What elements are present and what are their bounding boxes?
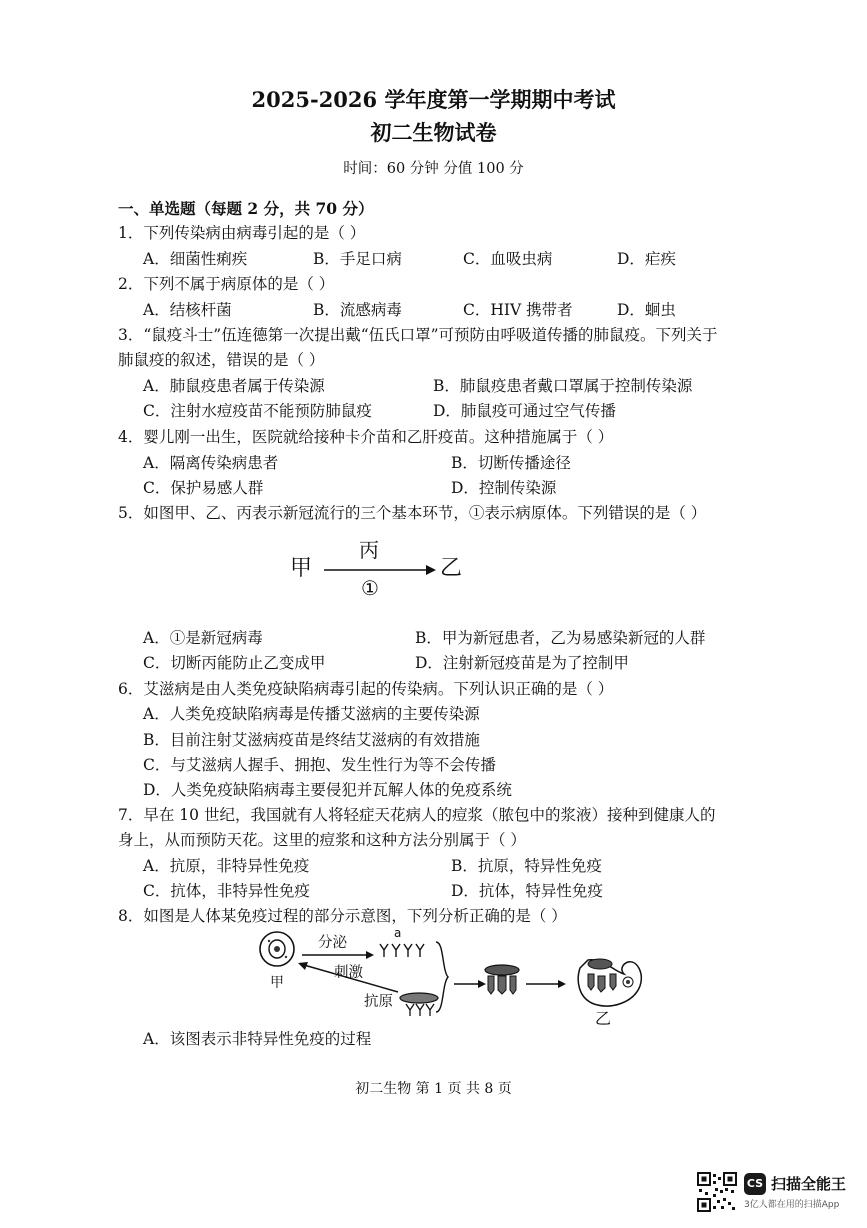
- qr-code-icon: [697, 1172, 737, 1212]
- question-stem: 4．婴儿刚一出生，医院就给接种卡介苗和乙肝疫苗。这种措施属于（ ）: [118, 428, 614, 446]
- cell-label: 甲: [270, 975, 284, 991]
- option-b: B．手足口病: [313, 250, 402, 268]
- brand-tagline: 3亿人都在用的扫描App: [744, 1200, 840, 1210]
- option-d: D．人类免疫缺陷病毒主要侵犯并瓦解人体的免疫系统: [143, 781, 512, 799]
- option-b: B．目前注射艾滋病疫苗是终结艾滋病的有效措施: [143, 731, 480, 749]
- phagocyte-icon: [572, 952, 644, 1008]
- antibody-label-a: a: [394, 926, 402, 940]
- arrow-right-icon: [524, 978, 568, 990]
- option-b: B．切断传播途径: [451, 454, 571, 472]
- option-c: C．与艾滋病人握手、拥抱、发生性行为等不会传播: [143, 756, 496, 774]
- question-stem: 1．下列传染病由病毒引起的是（ ）: [118, 224, 366, 242]
- option-d: D．蛔虫: [617, 301, 676, 319]
- diagram-label-right: 乙: [440, 556, 463, 581]
- option-c: C．切断丙能防止乙变成甲: [143, 654, 326, 672]
- diagram-label-top: 丙: [359, 538, 379, 562]
- option-c: C．抗体，非特异性免疫: [143, 882, 310, 900]
- option-d: D．抗体，特异性免疫: [451, 882, 603, 900]
- option-a: A．抗原，非特异性免疫: [143, 857, 310, 875]
- question-stem-cont: 肺鼠疫的叙述，错误的是（ ）: [118, 351, 325, 369]
- question-stem: 5．如图甲、乙、丙表示新冠流行的三个基本环节，①表示病原体。下列错误的是（ ）: [118, 504, 707, 522]
- antigen-label: 抗原: [364, 994, 393, 1010]
- option-b: B．甲为新冠患者，乙为易感染新冠的人群: [415, 629, 706, 647]
- option-a: A．该图表示非特异性免疫的过程: [143, 1030, 372, 1048]
- cs-logo-badge: CS: [744, 1173, 766, 1195]
- question-stem: 3．“鼠疫斗士”伍连德第一次提出戴“伍氏口罩”可预防由呼吸道传播的肺鼠疫。下列关于: [118, 326, 718, 344]
- option-a: A．肺鼠疫患者属于传染源: [143, 377, 325, 395]
- brace-icon: [434, 940, 450, 1014]
- section-heading: 一、单选题（每题 2 分，共 70 分）: [118, 199, 374, 218]
- page-footer: 初二生物 第 1 页 共 8 页: [355, 1081, 512, 1097]
- exam-info: 时间：60 分钟 分值 100 分: [343, 161, 524, 177]
- result-label: 乙: [595, 1009, 612, 1028]
- option-d: D．控制传染源: [451, 479, 557, 497]
- question-stem: 8．如图是人体某免疫过程的部分示意图，下列分析正确的是（ ）: [118, 907, 567, 925]
- question-stem: 2．下列不属于病原体的是（ ）: [118, 275, 335, 293]
- exam-subtitle: 初二生物试卷: [370, 120, 497, 145]
- option-d: D．疟疾: [617, 250, 676, 268]
- option-a: A．隔离传染病患者: [143, 454, 279, 472]
- arrow-right-icon: [320, 560, 440, 580]
- diagram-label-bottom: ①: [361, 576, 379, 600]
- option-c: C．注射水痘疫苗不能预防肺鼠疫: [143, 402, 372, 420]
- b-cell-icon: [258, 930, 298, 970]
- option-b: B．流感病毒: [313, 301, 402, 319]
- stimulate-label: 刺激: [334, 965, 363, 981]
- question-stem: 7．早在 10 世纪，我国就有人将轻症天花病人的痘浆（脓包中的浆液）接种到健康人的: [118, 806, 716, 824]
- option-c: C．血吸虫病: [463, 250, 553, 268]
- exam-title: 2025-2026 学年度第一学期期中考试: [251, 87, 616, 112]
- option-d: D．注射新冠疫苗是为了控制甲: [415, 654, 629, 672]
- question-stem-cont: 身上，从而预防天花。这里的痘浆和这种方法分别属于（ ）: [118, 831, 526, 849]
- arrow-left-icon: [294, 960, 404, 996]
- option-a: A．结核杆菌: [143, 301, 232, 319]
- option-d: D．肺鼠疫可通过空气传播: [433, 402, 616, 420]
- option-c: C．HIV 携带者: [463, 301, 573, 319]
- antibody-icon: [378, 942, 434, 960]
- option-c: C．保护易感人群: [143, 479, 264, 497]
- secrete-label: 分泌: [318, 935, 347, 951]
- option-a: A．人类免疫缺陷病毒是传播艾滋病的主要传染源: [143, 705, 480, 723]
- arrow-right-icon: [300, 950, 376, 960]
- antigen-antibody-complex-icon: [482, 962, 522, 998]
- option-a: A．细菌性痢疾: [143, 250, 248, 268]
- diagram-label-left: 甲: [290, 556, 313, 581]
- option-a: A．①是新冠病毒: [143, 629, 263, 647]
- option-b: B．肺鼠疫患者戴口罩属于控制传染源: [433, 377, 693, 395]
- brand-name: 扫描全能王: [771, 1175, 847, 1193]
- option-b: B．抗原，特异性免疫: [451, 857, 602, 875]
- question-stem: 6．艾滋病是由人类免疫缺陷病毒引起的传染病。下列认识正确的是（ ）: [118, 680, 614, 698]
